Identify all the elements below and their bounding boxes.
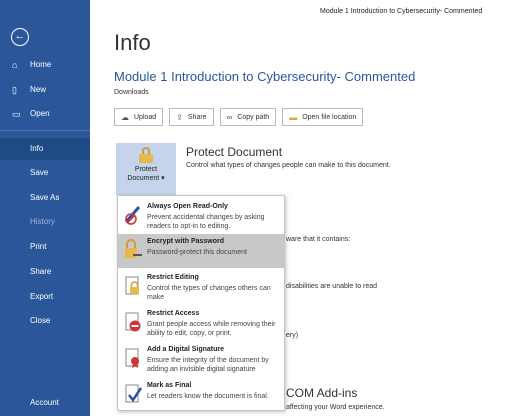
lock-icon	[139, 147, 153, 163]
menu-item-restrict-access[interactable]	[118, 306, 284, 340]
sidebar-item-open[interactable]	[0, 103, 90, 125]
sidebar-item-label: Home	[30, 60, 52, 69]
menu-item-restrict-editing[interactable]	[118, 270, 284, 304]
menu-item-add-digital-signature[interactable]	[118, 342, 284, 376]
digital-signature-icon	[123, 347, 143, 369]
sidebar-item-label: Print	[30, 242, 47, 251]
upload-button[interactable]	[114, 108, 163, 126]
pencil-block-icon	[123, 204, 143, 226]
menu-item-encrypt-with-password[interactable]	[118, 234, 284, 268]
share-button[interactable]	[169, 108, 213, 126]
open-file-location-button[interactable]	[282, 108, 363, 126]
menu-item-title: Restrict Editing	[147, 274, 199, 281]
protect-tile-label-dropdown: Document ▾	[127, 175, 165, 182]
accessibility-text-fragment: disabilities are unable to read	[286, 283, 378, 290]
menu-item-description: Prevent accidental changes by asking readers to opt-in to editing.	[147, 214, 265, 230]
menu-item-description: Let readers know the document is final.	[147, 393, 269, 400]
link-icon: ∞	[226, 112, 233, 122]
sidebar-item-print[interactable]	[0, 236, 90, 258]
menu-item-always-open-read-only[interactable]	[118, 199, 284, 233]
folder-icon: ▬	[289, 112, 298, 122]
share-label: Share	[187, 113, 207, 121]
versions-text-fragment: ery)	[286, 332, 299, 339]
sidebar-item-history[interactable]	[0, 211, 90, 233]
restrict-access-icon	[123, 311, 143, 333]
upload-label: Upload	[134, 113, 157, 121]
sidebar-item-label: Save As	[30, 193, 60, 202]
menu-item-description: Control the types of changes others can make	[147, 285, 271, 301]
sidebar-item-export[interactable]	[0, 286, 90, 308]
share-icon: ⇪	[176, 112, 183, 122]
sidebar-item-label: History	[30, 217, 55, 226]
sidebar-item-info[interactable]	[0, 138, 90, 160]
sidebar-item-label: Save	[30, 168, 49, 177]
sidebar-item-share[interactable]	[0, 261, 90, 283]
protect-tile-label: Protect	[134, 166, 158, 173]
document-lock-icon	[123, 275, 143, 297]
menu-item-description: Password-protect this document	[147, 249, 247, 256]
copy-path-button[interactable]	[220, 108, 277, 126]
file-actions-toolbar	[114, 108, 363, 126]
new-doc-icon: ▯	[12, 85, 17, 95]
copy-path-label: Copy path	[237, 113, 270, 121]
open-file-location-label: Open file location	[302, 113, 357, 121]
sidebar-item-close[interactable]	[0, 310, 90, 332]
inspect-text-fragment: ware that it contains:	[286, 236, 351, 243]
sidebar-item-new[interactable]	[0, 79, 90, 101]
com-addins-title: COM Add-ins	[286, 386, 358, 400]
page-title: Info	[114, 30, 151, 55]
sidebar-item-save-as[interactable]	[0, 187, 90, 209]
menu-item-mark-as-final[interactable]	[118, 378, 284, 412]
sidebar-item-label: Open	[30, 109, 50, 118]
com-addins-description: affecting your Word experience.	[286, 404, 385, 411]
protect-document-button[interactable]	[116, 143, 176, 195]
sidebar-item-label: Export	[30, 292, 54, 301]
menu-item-title: Add a Digital Signature	[147, 346, 225, 353]
sidebar-item-home[interactable]	[0, 54, 90, 76]
sidebar-divider	[0, 130, 90, 131]
protect-document-description: Control what types of changes people can make to this document.	[186, 162, 391, 169]
menu-item-description: Ensure the integrity of the document by adding an invisible digital signature	[147, 357, 269, 373]
sidebar-item-label: Close	[30, 316, 51, 325]
sidebar-item-label: Share	[30, 267, 52, 276]
mark-final-icon	[123, 383, 143, 405]
sidebar-item-label: New	[30, 85, 47, 94]
sidebar-item-label: Account	[30, 398, 59, 407]
menu-item-title: Restrict Access	[147, 310, 200, 317]
sidebar-item-account[interactable]	[0, 392, 90, 414]
document-path: Downloads	[114, 89, 149, 96]
menu-item-description: Grant people access while removing their ability to edit, copy, or print.	[147, 321, 276, 337]
protect-document-menu	[117, 195, 285, 411]
sidebar-item-label: Info	[30, 144, 44, 153]
key-lock-icon	[123, 239, 143, 261]
home-icon: ⌂	[12, 60, 18, 70]
window-title: Module 1 Introduction to Cybersecurity- Commented	[320, 8, 483, 15]
menu-item-title: Mark as Final	[147, 382, 192, 389]
sidebar-item-save[interactable]	[0, 162, 90, 184]
cloud-upload-icon: ☁	[121, 112, 129, 122]
menu-item-title: Encrypt with Password	[147, 238, 225, 245]
menu-item-title: Always Open Read-Only	[147, 203, 228, 210]
protect-document-title: Protect Document	[186, 145, 283, 159]
backstage-sidebar	[0, 0, 90, 416]
open-folder-icon: ▭	[12, 109, 21, 119]
back-arrow-icon[interactable]: ←	[11, 28, 29, 46]
document-name: Module 1 Introduction to Cybersecurity- Commented	[114, 69, 416, 84]
